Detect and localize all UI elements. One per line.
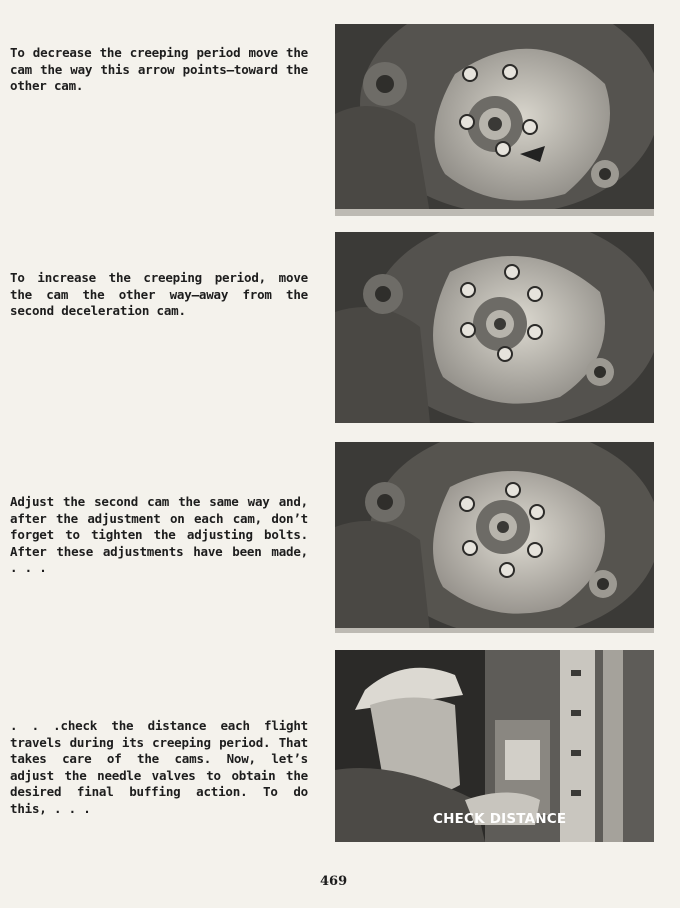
photo-cam-arrow [335,24,654,216]
photo-cam-away [335,232,654,423]
check-distance-label: CHECK DISTANCE [433,811,567,827]
caption-increase-creeping: To increase the creeping period, move the cam the other way—away from the second deceleration cam. [10,270,308,318]
caption-adjust-second-cam: Adjust the second cam the same way and, after the adjustment on each cam, don’t forget to tighten the adjusting bolts. After these adjustments have been made, . . . [10,494,308,575]
photo-check-distance [335,650,654,842]
caption-check-distance: . . .check the distance each flight travels during its creeping period. That takes care of the cams. Now, let’s adjust the needle valves to obtain the desired final buffing action. To do this, . . . [10,718,308,816]
page-number: 469 [320,874,348,889]
photo-second-cam [335,442,654,633]
caption-decrease-creeping: To decrease the creeping period move the cam the way this arrow points—toward the other cam. [10,45,308,93]
